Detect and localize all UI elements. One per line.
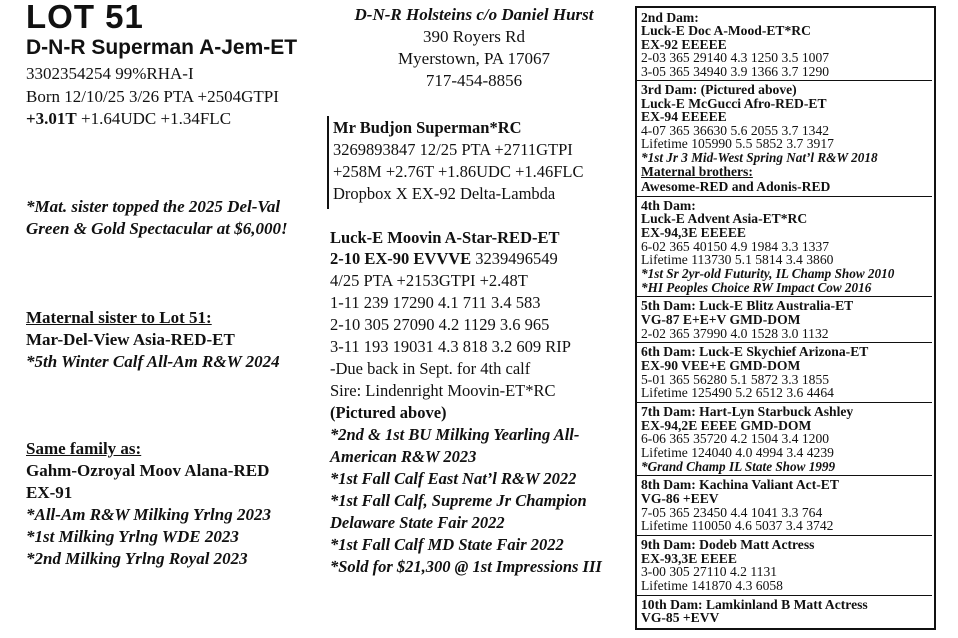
- dam-award: *2nd & 1st BU Milking Yearling All-: [330, 425, 580, 444]
- born-line: Born 12/10/25 3/26 PTA +2504GTPI: [26, 87, 279, 106]
- dam3-lifetime: Lifetime 105990 5.5 5852 3.7 3917: [641, 136, 834, 151]
- dam-award: Delaware State Fair 2022: [330, 513, 505, 532]
- dam6-record: 5-01 365 56280 5.1 5872 3.3 1855: [641, 372, 830, 387]
- divider: [637, 196, 932, 197]
- lot-number: LOT 51: [26, 0, 144, 35]
- consignor-phone: 717-454-8856: [425, 71, 523, 90]
- same-family-award: *All-Am R&W Milking Yrlng 2023: [26, 505, 271, 524]
- dam-award: *1st Fall Calf East Nat’l R&W 2022: [330, 469, 577, 488]
- traits-rest: +1.64UDC +1.34FLC: [76, 109, 232, 128]
- dam5-record: 2-02 365 37990 4.0 1528 3.0 1132: [641, 326, 829, 341]
- maternal-sister-heading: Maternal sister to Lot 51:: [26, 308, 212, 327]
- dam3-name: Luck-E McGucci Afro-RED-ET: [641, 96, 827, 111]
- divider: [637, 475, 932, 476]
- dam4-record: 6-02 365 40150 4.9 1984 3.3 1337: [641, 239, 830, 254]
- dam-name: Luck-E Moovin A-Star-RED-ET: [330, 228, 560, 247]
- dam9-record: 3-00 305 27110 4.2 1131: [641, 564, 778, 579]
- maternal-sister-name: Mar-Del-View Asia-RED-ET: [26, 330, 235, 349]
- dam-record: 2-10 305 27090 4.2 1129 3.6 965: [330, 315, 550, 334]
- sire-line-1: 3269893847 12/25 PTA +2711GTPI: [333, 140, 573, 159]
- dam10-name: 10th Dam: Lamkinland B Matt Actress: [641, 597, 868, 612]
- dam9-lifetime: Lifetime 141870 4.3 6058: [641, 578, 783, 593]
- dam3-award: *1st Jr 3 Mid-West Spring Nat’l R&W 2018: [641, 150, 878, 165]
- sire-line-2: +258M +2.76T +1.86UDC +1.46FLC: [333, 162, 584, 181]
- dam9-name: 9th Dam: Dodeb Matt Actress: [641, 537, 815, 552]
- same-family-award: *2nd Milking Yrlng Royal 2023: [26, 549, 248, 568]
- traits-bold: +3.01T: [26, 109, 77, 128]
- dam7-name: 7th Dam: Hart-Lyn Starbuck Ashley: [641, 404, 854, 419]
- maternal-brothers-heading: Maternal brothers:: [641, 164, 753, 179]
- dam4-heading: 4th Dam:: [641, 198, 696, 213]
- divider: [637, 535, 932, 536]
- dam-pta: 4/25 PTA +2153GTPI +2.48T: [330, 271, 528, 290]
- dam6-lifetime: Lifetime 125490 5.2 6512 3.6 4464: [641, 385, 834, 400]
- dam7-record: 6-06 365 35720 4.2 1504 3.4 1200: [641, 431, 830, 446]
- dam4-award: *1st Sr 2yr-old Futurity, IL Champ Show 2010: [641, 266, 895, 281]
- dam8-lifetime: Lifetime 110050 4.6 5037 3.4 3742: [641, 518, 834, 533]
- maternal-brothers: Awesome-RED and Adonis-RED: [641, 179, 831, 194]
- dam-score-line: [330, 249, 558, 269]
- dam-score: 2-10 EX-90 EVVVE: [330, 249, 472, 268]
- dam7-award: *Grand Champ IL State Show 1999: [641, 459, 836, 474]
- dam-reg: 3239496549: [471, 249, 558, 268]
- dam4-lifetime: Lifetime 113730 5.1 5814 3.4 3860: [641, 252, 834, 267]
- divider: [637, 80, 932, 81]
- dam-due: -Due back in Sept. for 4th calf: [330, 359, 531, 378]
- dam-record: 1-11 239 17290 4.1 711 3.4 583: [330, 293, 541, 312]
- dam-pictured: (Pictured above): [330, 403, 447, 422]
- animal-name: D-N-R Superman A-Jem-ET: [26, 36, 298, 59]
- dam6-score: EX-90 VEE+E GMD-DOM: [641, 358, 801, 373]
- divider: [637, 595, 932, 596]
- dam7-lifetime: Lifetime 124040 4.0 4994 3.4 4239: [641, 445, 834, 460]
- same-family-name: Gahm-Ozroyal Moov Alana-RED: [26, 461, 270, 480]
- dam-award: *1st Fall Calf, Supreme Jr Champion: [330, 491, 587, 510]
- divider: [637, 296, 932, 297]
- maternal-sister-award: *5th Winter Calf All-Am R&W 2024: [26, 352, 280, 371]
- dam2-score: EX-92 EEEEE: [641, 37, 727, 52]
- dam2-heading: 2nd Dam:: [641, 10, 699, 25]
- dam9-score: EX-93,3E EEEE: [641, 551, 737, 566]
- sire-line-3: Dropbox X EX-92 Delta-Lambda: [333, 184, 556, 203]
- registration-line: 3302354254 99%RHA-I: [26, 64, 194, 83]
- dam3-score: EX-94 EEEEE: [641, 109, 727, 124]
- consignor-name: D-N-R Holsteins c/o Daniel Hurst: [354, 5, 594, 24]
- divider: [637, 402, 932, 403]
- dam2-name: Luck-E Doc A-Mood-ET*RC: [641, 23, 811, 38]
- dam2-record: 3-05 365 34940 3.9 1366 3.7 1290: [641, 64, 830, 79]
- dam3-heading: 3rd Dam: (Pictured above): [641, 82, 797, 97]
- mat-sister-note-1: *Mat. sister topped the 2025 Del-Val: [26, 197, 281, 216]
- mat-sister-note-2: Green & Gold Spectacular at $6,000!: [26, 219, 288, 238]
- dam-award: American R&W 2023: [330, 447, 477, 466]
- dam4-name: Luck-E Advent Asia-ET*RC: [641, 211, 808, 226]
- traits-line: [26, 109, 231, 129]
- sire-name: Mr Budjon Superman*RC: [333, 118, 522, 137]
- same-family-heading: Same family as:: [26, 439, 142, 458]
- dam8-score: VG-86 +EEV: [641, 491, 719, 506]
- dam5-score: VG-87 E+E+V GMD-DOM: [641, 312, 801, 327]
- dam-sire: Sire: Lindenright Moovin-ET*RC: [330, 381, 556, 400]
- dam4-score: EX-94,3E EEEEE: [641, 225, 746, 240]
- dam7-score: EX-94,2E EEEE GMD-DOM: [641, 418, 812, 433]
- dam6-name: 6th Dam: Luck-E Skychief Arizona-ET: [641, 344, 869, 359]
- same-family-award: *1st Milking Yrlng WDE 2023: [26, 527, 239, 546]
- dam8-name: 8th Dam: Kachina Valiant Act-ET: [641, 477, 839, 492]
- divider: [637, 342, 932, 343]
- dam-award: *Sold for $21,300 @ 1st Impressions III: [330, 557, 602, 576]
- same-family-score: EX-91: [26, 483, 73, 502]
- dam2-record: 2-03 365 29140 4.3 1250 3.5 1007: [641, 50, 830, 65]
- dam8-record: 7-05 365 23450 4.4 1041 3.3 764: [641, 505, 823, 520]
- dam4-award: *HI Peoples Choice RW Impact Cow 2016: [641, 280, 872, 295]
- dam10-score: VG-85 +EVV: [641, 610, 720, 625]
- dam-record: 3-11 193 19031 4.3 818 3.2 609 RIP: [330, 337, 571, 356]
- dam-award: *1st Fall Calf MD State Fair 2022: [330, 535, 564, 554]
- dam3-record: 4-07 365 36630 5.6 2055 3.7 1342: [641, 123, 830, 138]
- consignor-street: 390 Royers Rd: [423, 27, 525, 46]
- consignor-city: Myerstown, PA 17067: [398, 49, 550, 68]
- dam5-name: 5th Dam: Luck-E Blitz Australia-ET: [641, 298, 854, 313]
